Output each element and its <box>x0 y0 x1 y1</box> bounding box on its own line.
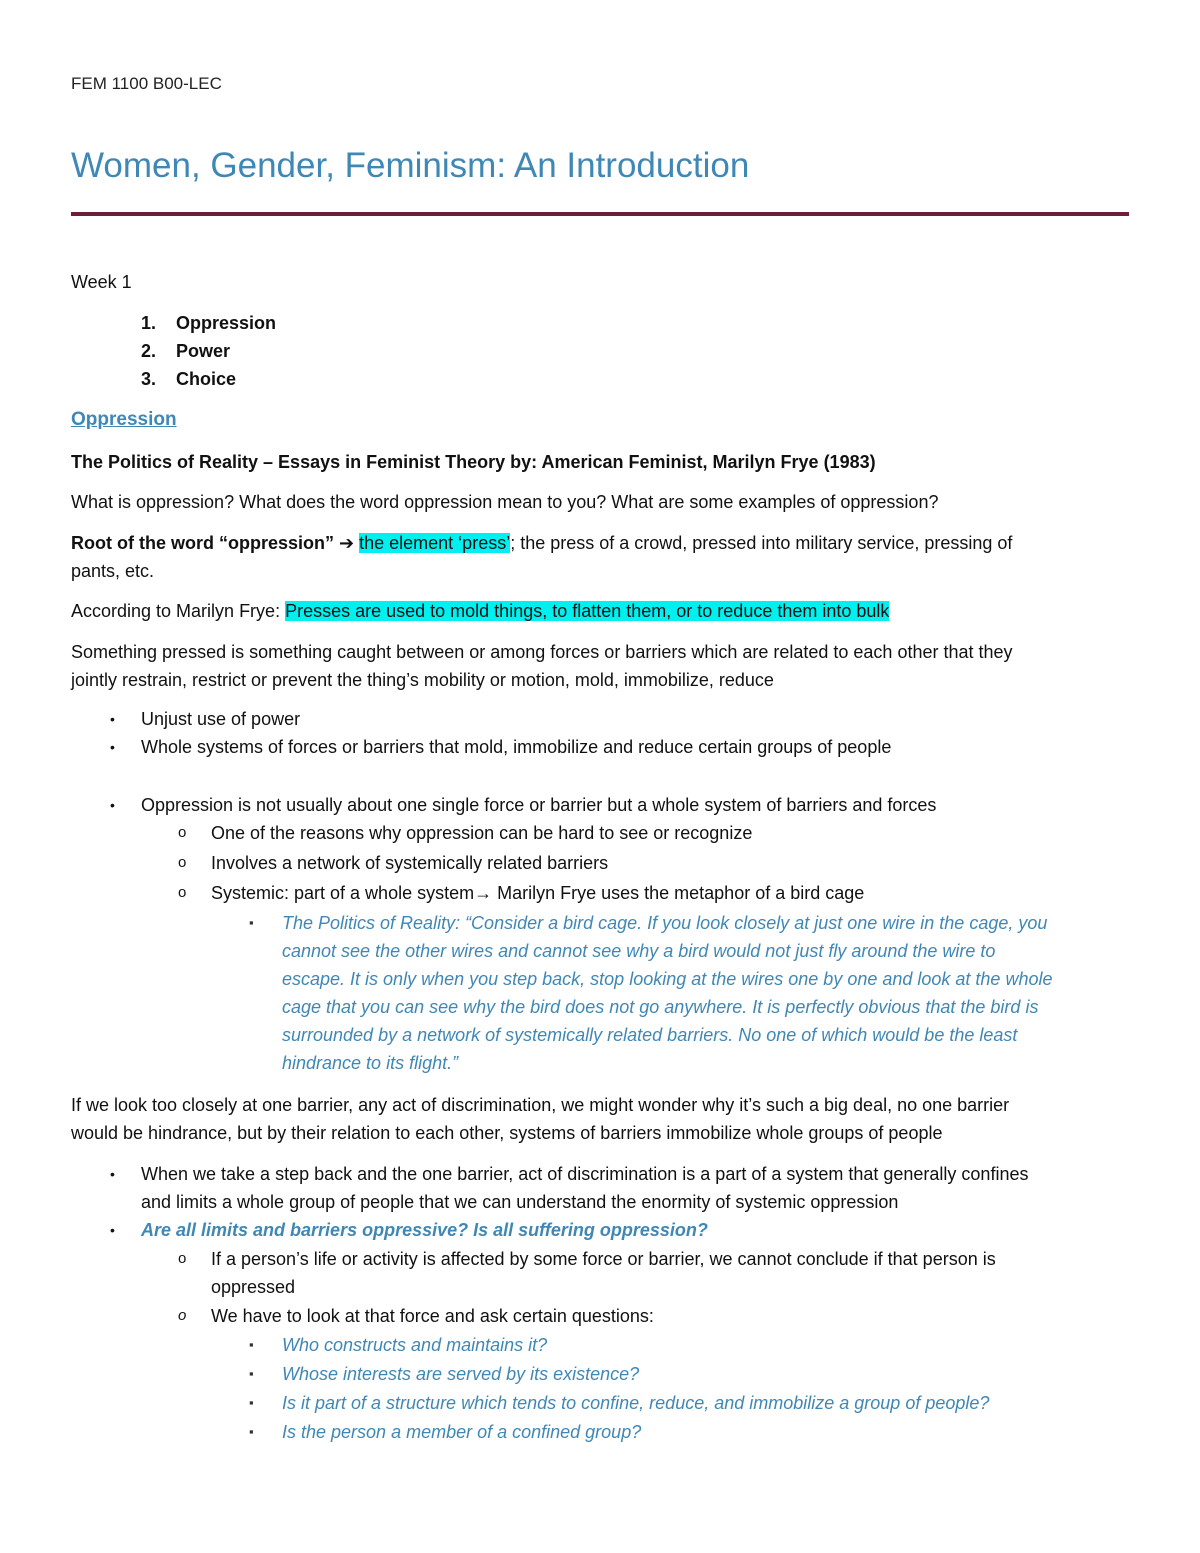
highlight-press: the element ‘press’ <box>359 533 511 553</box>
bullet-item: Oppression is not usually about one single force or barrier but a whole system of barriers and forces <box>141 795 937 815</box>
bullet-item: When we take a step back and the one barrier, act of discrimination is a part of a system that generally confines <box>141 1164 1029 1184</box>
square-bullet-icon: ▪ <box>249 1395 254 1410</box>
closely-paragraph-line: If we look too closely at one barrier, any act of discrimination, we might wonder why it’s such a big deal, no one barrier <box>71 1095 1010 1115</box>
pressed-paragraph-line: Something pressed is something caught between or among forces or barriers which are related to each other that they <box>71 642 1013 662</box>
circle-bullet-icon: o <box>178 1250 187 1267</box>
course-header: FEM 1100 B00-LEC <box>71 74 222 93</box>
quote-line: hindrance to its flight.” <box>282 1053 459 1073</box>
question-item: Who constructs and maintains it? <box>282 1335 548 1355</box>
systemic-text: Systemic: part of a whole system <box>211 883 475 903</box>
closely-paragraph-line: would be hindrance, but by their relation to each other, systems of barriers immobilize whole groups of people <box>71 1123 943 1143</box>
topic-number: 3. <box>141 369 157 389</box>
bullet-icon: • <box>110 1222 115 1238</box>
circle-bullet-icon: o <box>178 824 187 841</box>
sub-bullet-item <box>211 879 864 907</box>
root-rest: ; the press of a crowd, pressed into military service, pressing of <box>510 533 1013 553</box>
bullet-icon: • <box>110 711 115 727</box>
quote-line: surrounded by a network of systemically related barriers. No one of which would be the least <box>282 1025 1018 1045</box>
bullet-item: Whole systems of forces or barriers that mold, immobilize and reduce certain groups of people <box>141 737 892 757</box>
quote-line: escape. It is only when you step back, stop looking at the wires one by one and look at the whole <box>282 969 1053 989</box>
quote-line: cannot see the other wires and cannot see why a bird would not just fly around the wire to <box>282 941 996 961</box>
quote-line: The Politics of Reality: “Consider a bird cage. If you look closely at just one wire in the cage, you <box>282 913 1048 933</box>
topic-number: 1. <box>141 313 157 333</box>
square-bullet-icon: ▪ <box>249 1366 254 1381</box>
questions-line: What is oppression? What does the word oppression mean to you? What are some examples of oppression? <box>71 492 939 512</box>
question-item: Is the person a member of a confined group? <box>282 1422 642 1442</box>
sub-bullet-item: We have to look at that force and ask certain questions: <box>211 1306 654 1326</box>
pressed-paragraph-line: jointly restrain, restrict or prevent the thing’s mobility or motion, mold, immobilize, reduce <box>71 670 774 690</box>
bullet-icon: • <box>110 1166 115 1182</box>
bullet-item-continuation: and limits a whole group of people that we can understand the enormity of systemic oppression <box>141 1192 899 1212</box>
title-rule <box>71 212 1129 216</box>
square-bullet-icon: ▪ <box>249 915 254 930</box>
topic-number: 2. <box>141 341 157 361</box>
bullet-question: Are all limits and barriers oppressive? Is all suffering oppression? <box>141 1220 708 1240</box>
sub-bullet-continuation: oppressed <box>211 1277 296 1297</box>
sub-bullet-item: One of the reasons why oppression can be hard to see or recognize <box>211 823 753 843</box>
systemic-rest: Marilyn Frye uses the metaphor of a bird cage <box>492 883 865 903</box>
sub-bullet-item: Involves a network of systemically related barriers <box>211 853 609 873</box>
question-item: Is it part of a structure which tends to confine, reduce, and immobilize a group of people? <box>282 1393 990 1413</box>
root-label: Root of the word “oppression” <box>71 533 334 553</box>
arrow-icon: ➔ <box>339 533 355 553</box>
question-item: Whose interests are served by its existence? <box>282 1364 640 1384</box>
topic-item: Power <box>176 341 231 361</box>
according-line <box>71 597 889 625</box>
square-bullet-icon: ▪ <box>249 1337 254 1352</box>
topic-item: Oppression <box>176 313 277 333</box>
root-line <box>71 529 1012 557</box>
arrow-icon: → <box>474 883 493 903</box>
week-label: Week 1 <box>71 272 132 292</box>
quote-line: cage that you can see why the bird does not go anywhere. It is perfectly obvious that the bird is <box>282 997 1039 1017</box>
circle-bullet-icon: o <box>178 854 187 871</box>
square-bullet-icon: ▪ <box>249 1424 254 1439</box>
highlight-presses: Presses are used to mold things, to flatten them, or to reduce them into bulk <box>285 601 890 621</box>
circle-bullet-icon: o <box>178 1307 187 1324</box>
bullet-icon: • <box>110 797 115 813</box>
bullet-icon: • <box>110 739 115 755</box>
source-line: The Politics of Reality – Essays in Feminist Theory by: American Feminist, Marilyn Frye (1983) <box>71 452 876 472</box>
according-label: According to Marilyn Frye: <box>71 601 286 621</box>
bullet-item: Unjust use of power <box>141 709 301 729</box>
sub-bullet-item: If a person’s life or activity is affected by some force or barrier, we cannot conclude if that person is <box>211 1249 996 1269</box>
section-heading: Oppression <box>71 409 177 430</box>
page-title: Women, Gender, Feminism: An Introduction <box>71 146 750 185</box>
circle-bullet-icon: o <box>178 884 187 901</box>
root-continuation: pants, etc. <box>71 561 155 581</box>
topic-item: Choice <box>176 369 237 389</box>
